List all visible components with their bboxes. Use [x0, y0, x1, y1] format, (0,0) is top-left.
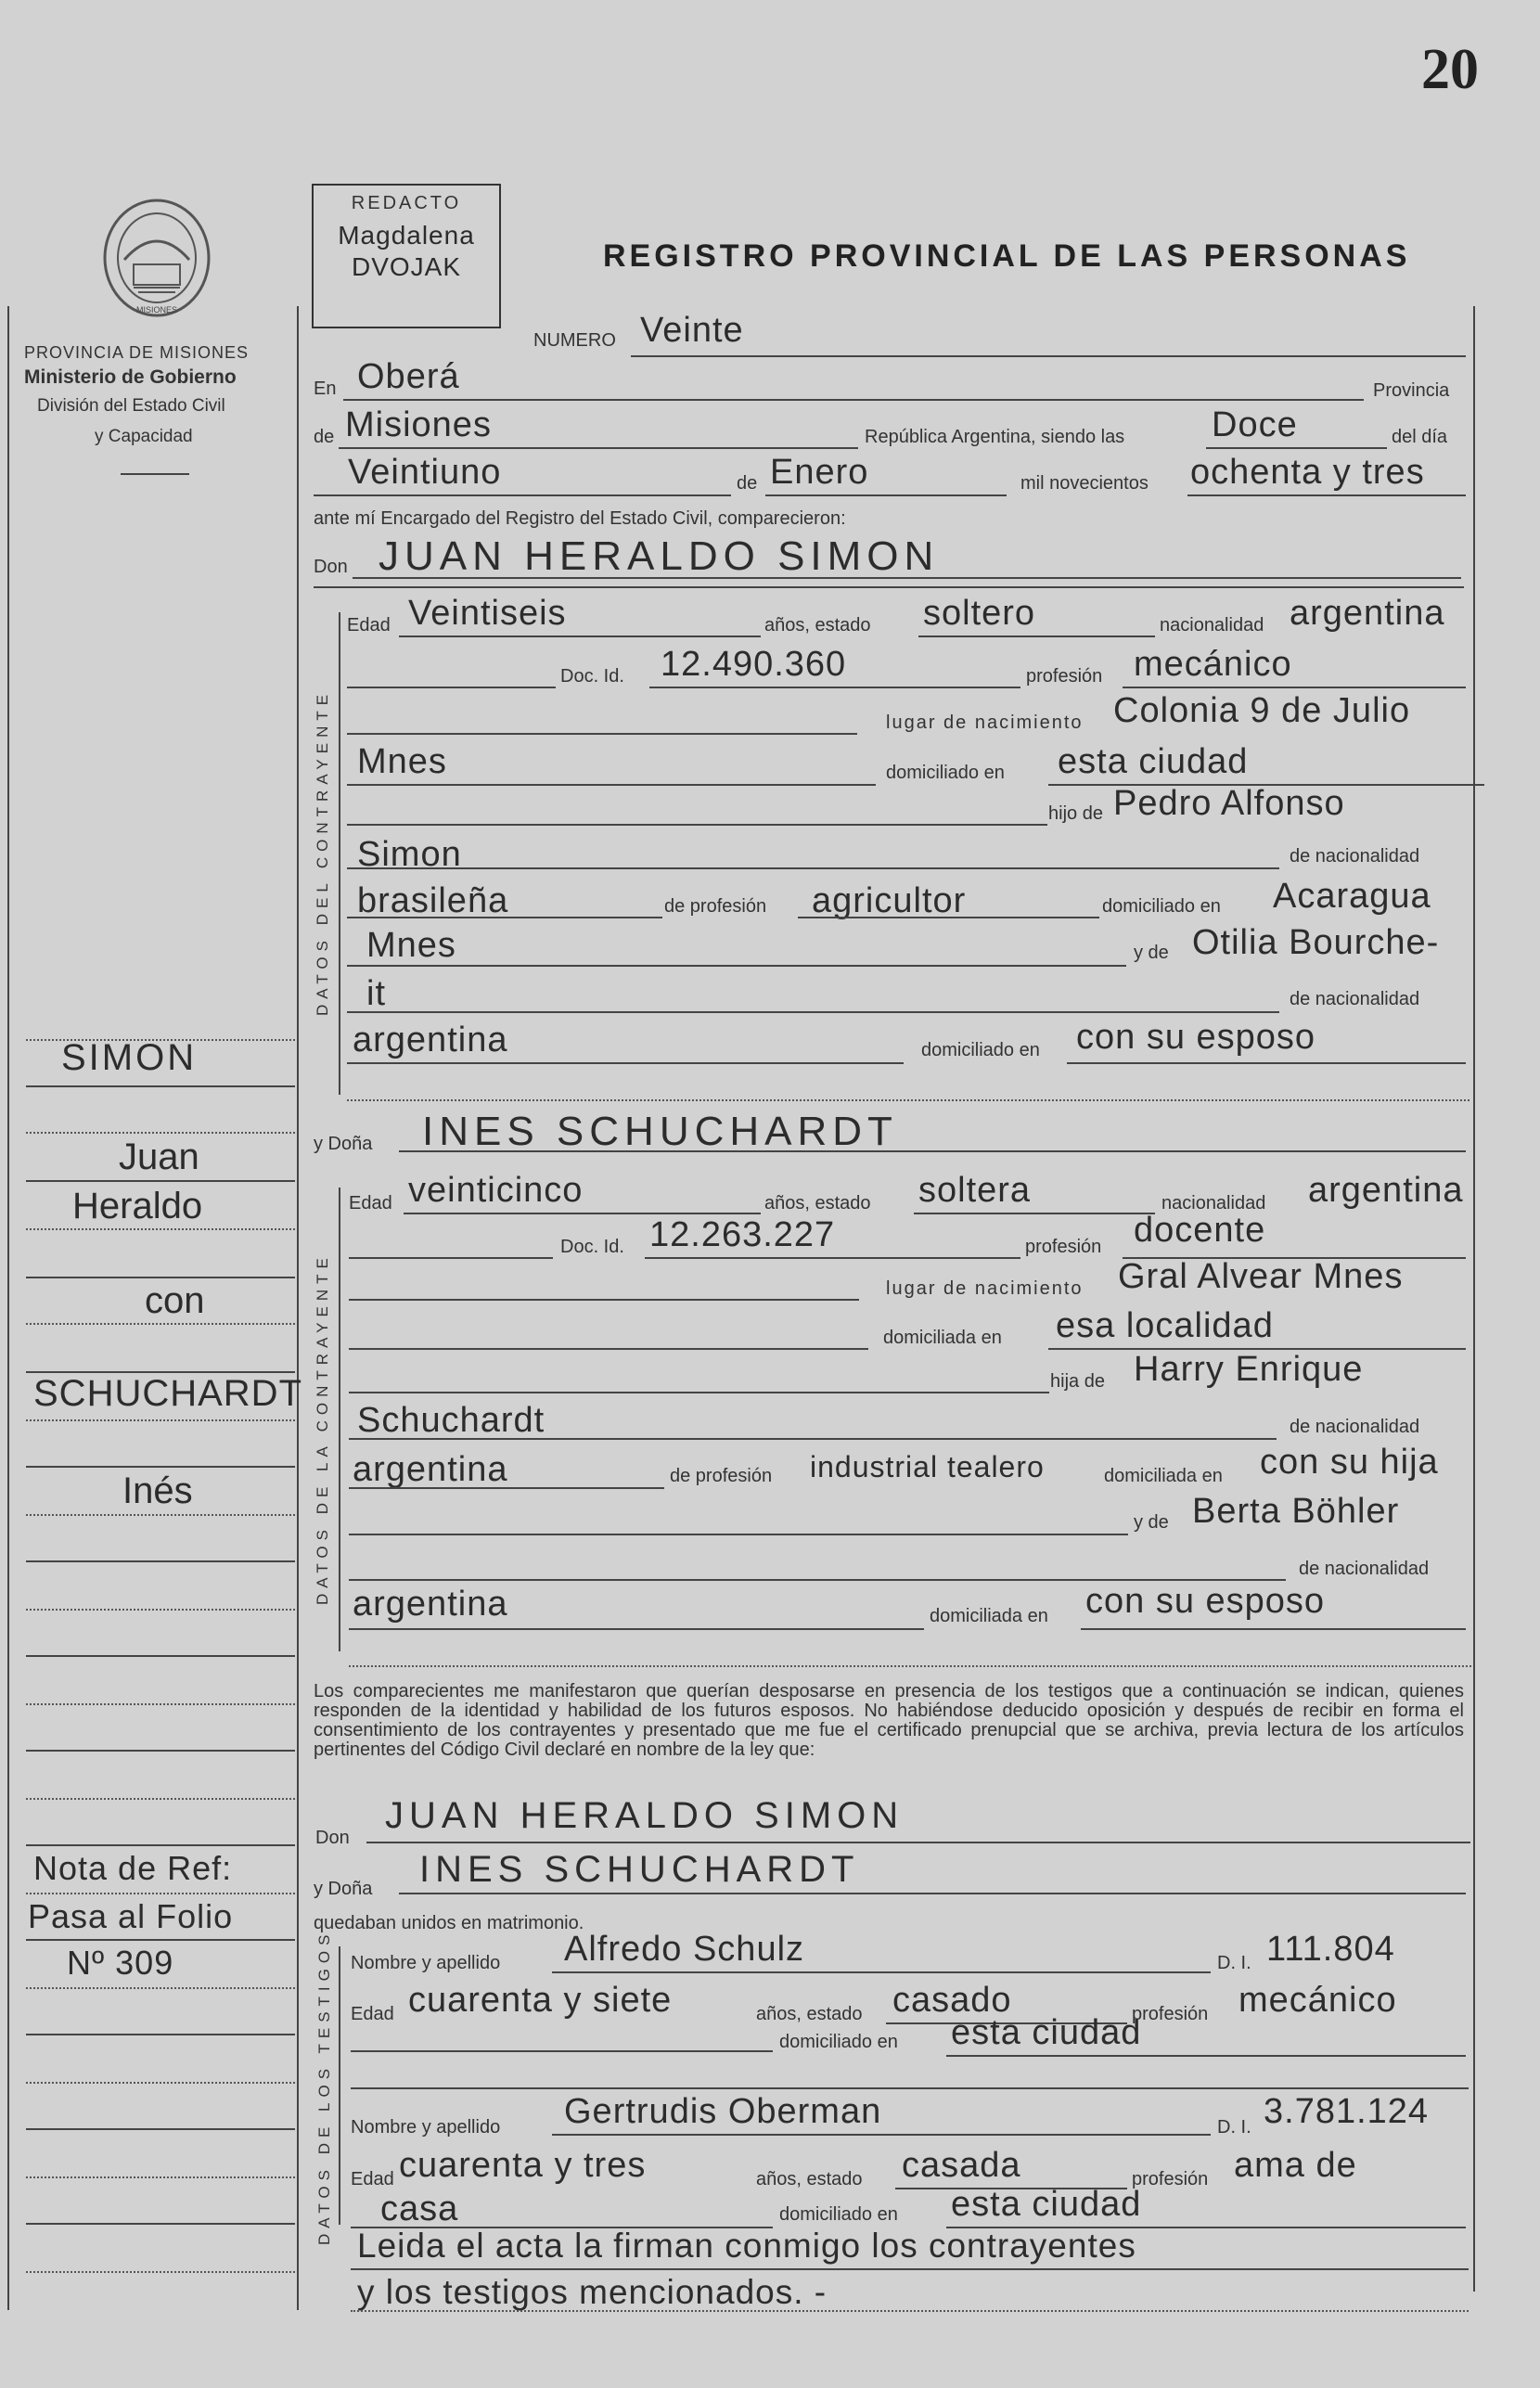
groom-profesion-label: profesión — [1026, 666, 1103, 687]
dona-label: y Doña — [314, 1134, 373, 1154]
w2-age: cuarenta y tres — [399, 2146, 647, 2185]
decl-bride: INES SCHUCHARDT — [419, 1849, 860, 1890]
groom-mother-domicile-label: domiciliado en — [921, 1040, 1040, 1060]
groom-domiciliado-label: domiciliado en — [886, 763, 1005, 783]
groom-father: Pedro Alfonso — [1113, 784, 1345, 823]
bride-profession: docente — [1134, 1211, 1266, 1250]
groom-section-label: DATOS DEL CONTRAYENTE — [314, 688, 331, 1016]
nota-line-1: Nota de Ref: — [33, 1849, 233, 1887]
numero-value: Veinte — [640, 311, 744, 350]
numero-label: NUMERO — [533, 330, 616, 351]
province-label: PROVINCIA DE MISIONES — [24, 343, 250, 362]
day-value: Veintiuno — [348, 453, 502, 492]
w2-profesion-label: profesión — [1132, 2169, 1209, 2189]
bride-birthplace: Gral Alvear Mnes — [1118, 1257, 1404, 1296]
w1-age: cuarenta y siete — [408, 1981, 673, 2020]
city-value: Oberá — [357, 357, 460, 396]
groom-doc: 12.490.360 — [661, 645, 847, 684]
left-border — [7, 306, 9, 2310]
bride-estado: soltera — [918, 1171, 1032, 1210]
groom-mother-nationality: argentina — [353, 1021, 508, 1059]
w2-edad-label: Edad — [351, 2169, 394, 2189]
bride-father: Harry Enrique — [1134, 1350, 1364, 1389]
nota-line-2: Pasa al Folio — [28, 1897, 234, 1935]
groom-father-domicile: Acaragua — [1273, 877, 1431, 916]
groom-father-nationality: brasileña — [357, 881, 509, 920]
column-border — [297, 306, 299, 2310]
right-border — [1473, 306, 1475, 2292]
groom-de-profesion-label: de profesión — [664, 896, 767, 917]
decl-dona-label: y Doña — [314, 1879, 373, 1899]
groom-mother-cont: it — [366, 974, 386, 1013]
groom-name: JUAN HERALDO SIMON — [379, 533, 940, 579]
bride-profesion-label: profesión — [1025, 1237, 1102, 1257]
margin-surname: SIMON — [61, 1037, 198, 1078]
w1-domiciliado-label: domiciliado en — [779, 2032, 898, 2052]
groom-lugar-label: lugar de nacimiento — [886, 713, 1084, 733]
month-value: Enero — [770, 453, 869, 492]
w1-anos-label: años, estado — [756, 2004, 863, 2024]
provincia-label: Provincia — [1373, 380, 1450, 401]
bride-section-bracket — [339, 1188, 340, 1651]
w2-di: 3.781.124 — [1264, 2092, 1430, 2131]
bride-nacionalidad-label: nacionalidad — [1161, 1193, 1266, 1213]
w1-profesion-label: profesión — [1132, 2004, 1209, 2024]
groom-father-domicile-label: domiciliado en — [1102, 896, 1221, 917]
groom-edad-label: Edad — [347, 615, 391, 636]
margin-bride-name: Inés — [122, 1470, 193, 1511]
bride-father-cont: Schuchardt — [357, 1401, 545, 1440]
groom-father-domicile-cont: Mnes — [366, 926, 456, 965]
groom-birthplace-cont: Mnes — [357, 742, 447, 781]
groom-estado: soltero — [923, 594, 1036, 633]
capacity-label: y Capacidad — [95, 427, 193, 446]
hour-value: Doce — [1212, 405, 1298, 444]
mil-label: mil novecientos — [1020, 473, 1149, 494]
bride-mother: Berta Böhler — [1192, 1492, 1400, 1531]
groom-age: Veintiseis — [408, 594, 567, 633]
bride-doc: 12.263.227 — [649, 1215, 836, 1254]
groom-nationality: argentina — [1290, 594, 1445, 633]
bride-nationality: argentina — [1308, 1171, 1464, 1210]
w1-domicile: esta ciudad — [951, 2013, 1142, 2052]
w1-di: 111.804 — [1266, 1930, 1395, 1969]
united-text: quedaban unidos en matrimonio. — [314, 1913, 584, 1933]
republic-text: República Argentina, siendo las — [865, 427, 1125, 447]
w2-name: Gertrudis Oberman — [564, 2092, 882, 2131]
groom-anos-label: años, estado — [764, 615, 871, 636]
w2-nombre-label: Nombre y apellido — [351, 2117, 501, 2138]
groom-de-nacionalidad-label: de nacionalidad — [1290, 846, 1420, 867]
w2-estado: casada — [902, 2146, 1021, 2185]
divider — [121, 473, 189, 475]
redacto-stamp — [312, 184, 501, 328]
w1-edad-label: Edad — [351, 2004, 394, 2024]
en-label: En — [314, 379, 337, 399]
witness-section-label: DATOS DE LOS TESTIGOS — [315, 1929, 333, 2245]
w1-name: Alfredo Schulz — [564, 1930, 805, 1969]
groom-mother-domicile: con su esposo — [1076, 1018, 1316, 1057]
decl-don-label: Don — [315, 1828, 350, 1848]
groom-domicile: esta ciudad — [1058, 742, 1249, 781]
groom-father-cont: Simon — [357, 835, 462, 874]
bride-section-label: DATOS DE LA CONTRAYENTE — [314, 1252, 331, 1605]
division-label: División del Estado Civil — [37, 396, 225, 416]
w2-anos-label: años, estado — [756, 2169, 863, 2189]
ante-text: ante mí Encargado del Registro del Estado Civil, comparecieron: — [314, 508, 846, 529]
groom-nacionalidad-label: nacionalidad — [1160, 615, 1264, 636]
page-number: 20 — [1421, 38, 1479, 101]
del-dia-label: del día — [1392, 427, 1448, 447]
bride-lugar-label: lugar de nacimiento — [886, 1278, 1084, 1299]
groom-mother: Otilia Bourche- — [1192, 923, 1440, 962]
bride-mother-nationality: argentina — [353, 1585, 508, 1624]
bride-mother-domicile: con su esposo — [1085, 1582, 1326, 1621]
bride-doc-label: Doc. Id. — [560, 1237, 624, 1257]
stamp-label: REDACTO — [351, 193, 462, 213]
groom-doc-label: Doc. Id. — [560, 666, 624, 687]
bride-hija-label: hija de — [1050, 1371, 1105, 1392]
groom-profession: mecánico — [1134, 645, 1292, 684]
groom-mother-nac-label: de nacionalidad — [1290, 989, 1420, 1009]
bride-age: veinticinco — [408, 1171, 584, 1210]
groom-y-de-label: y de — [1134, 943, 1169, 963]
margin-middle-name: Heraldo — [72, 1186, 203, 1226]
year-value: ochenta y tres — [1190, 453, 1425, 492]
bride-father-domicile-label: domiciliada en — [1104, 1466, 1223, 1486]
nota-line-3: Nº 309 — [67, 1944, 174, 1982]
ministry-label: Ministerio de Gobierno — [24, 366, 237, 388]
w2-domiciliado-label: domiciliado en — [779, 2204, 898, 2225]
bride-mother-domicile-label: domiciliada en — [930, 1606, 1048, 1626]
province-seal-icon — [96, 195, 217, 325]
bride-father-profession: industrial tealero — [810, 1450, 1045, 1483]
w2-di-label: D. I. — [1217, 2117, 1251, 2138]
bride-de-nacionalidad-label: de nacionalidad — [1290, 1417, 1420, 1437]
closing-line-2: y los testigos mencionados. - — [357, 2273, 828, 2311]
groom-section-bracket — [339, 612, 340, 1095]
province-value: Misiones — [345, 405, 492, 444]
groom-birthplace: Colonia 9 de Julio — [1113, 691, 1411, 730]
bride-anos-label: años, estado — [764, 1193, 871, 1213]
bride-y-de-label: y de — [1134, 1512, 1169, 1533]
bride-name: INES SCHUCHARDT — [422, 1109, 898, 1154]
w2-domicile: esta ciudad — [951, 2185, 1142, 2224]
de-label: de — [314, 427, 335, 447]
w2-profession-cont: casa — [380, 2189, 459, 2228]
don-label: Don — [314, 557, 348, 577]
bride-domiciliada-label: domiciliada en — [883, 1328, 1002, 1348]
margin-bride-surname: SCHUCHARDT — [33, 1373, 302, 1414]
declaration-text: Los comparecientes me manifestaron que querían desposarse en presencia de los testigos que a continuación se indican, quienes responden de la identidad y habilidad de los futuros esposos. No habiéndose deducido oposición y después de recibir en forma el consentimiento de los contrayentes y presentado que me fue el certificado prenupcial que se archiva, previa lectura de los artículos pertinentes del Código Civil declaré en nombre de la ley que: — [314, 1681, 1464, 1760]
groom-hijo-label: hijo de — [1048, 803, 1103, 824]
stamp-name: Magdalena DVOJAK — [338, 221, 475, 281]
bride-domicile: esa localidad — [1056, 1306, 1274, 1345]
margin-con: con — [145, 1280, 205, 1321]
w1-profession: mecánico — [1238, 1981, 1397, 2020]
bride-father-nationality: argentina — [353, 1450, 508, 1489]
bride-edad-label: Edad — [349, 1193, 392, 1213]
decl-groom: JUAN HERALDO SIMON — [385, 1795, 905, 1836]
witness-section-bracket — [339, 1946, 340, 2225]
w1-di-label: D. I. — [1217, 1953, 1251, 1973]
bride-father-domicile: con su hija — [1260, 1443, 1439, 1482]
page-title: REGISTRO PROVINCIAL DE LAS PERSONAS — [603, 238, 1411, 274]
de-month-label: de — [737, 473, 758, 494]
closing-line-1: Leida el acta la firman conmigo los contrayentes — [357, 2227, 1136, 2265]
w2-profession: ama de — [1234, 2146, 1357, 2185]
bride-mother-nac-label: de nacionalidad — [1299, 1559, 1430, 1579]
w1-nombre-label: Nombre y apellido — [351, 1953, 501, 1973]
w1-estado: casado — [892, 1981, 1012, 2020]
bride-de-profesion-label: de profesión — [670, 1466, 773, 1486]
margin-first-name: Juan — [119, 1136, 199, 1177]
seal-label: MISIONES — [135, 305, 178, 315]
groom-father-profession: agricultor — [812, 881, 967, 920]
